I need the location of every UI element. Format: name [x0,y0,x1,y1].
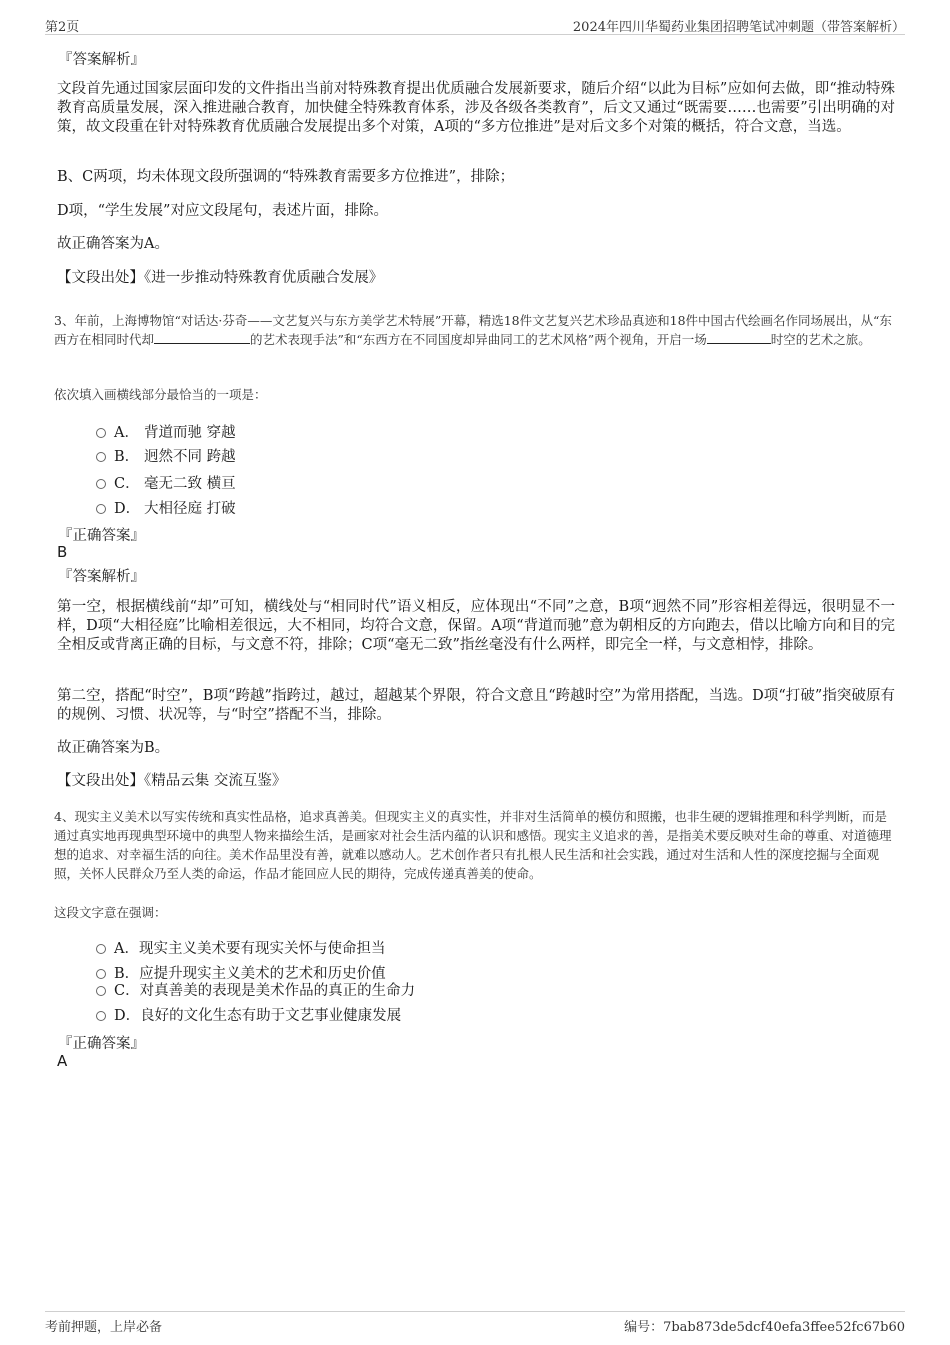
q4-option-c[interactable]: C．对真善美的表现是美术作品的真正的生命力 [96,979,415,1000]
q3-blank-1 [154,331,250,344]
q2-analysis-paragraph-1: 文段首先通过国家层面印发的文件指出当前对特殊教育提出优质融合发展新要求，随后介绍“以此为目标”应如何去做，即“推动特殊教育高质量发展，深入推进融合教育，加快健全特殊教育体系，涉及各级各类教育”，后文又通过“既需要……也需要”引出明确的对策，故文段重在针对特殊教育优质融合发展提出多个对策，A项的“多方位推进”是对后文多个对策的概括，符合文意，当选。 [57,81,895,135]
q3-source: 【文段出处】《精品云集 交流互鉴》 [57,773,287,789]
q3-analysis-label: 『答案解析』 [58,569,145,585]
q3-option-d[interactable]: D． 大相径庭 打破 [96,497,236,518]
q3-stem-part-1: 3、年前，上海博物馆“对话达·芬奇——文艺复兴与东方美学艺术特展”开幕，精选18件文艺复兴艺术珍品真迹和18件中国古代绘画名作同场展出，从“东西方在相同时代却 [54,313,892,347]
document-title: 2024年四川华蜀药业集团招聘笔试冲刺题（带答案解析） [572,20,905,35]
q4-instruction: 这段文字意在强调： [54,905,167,920]
q3-option-c[interactable]: C． 毫无二致 横亘 [96,472,236,493]
q4-option-b[interactable]: B．应提升现实主义美术的艺术和历史价值 [96,962,386,983]
q2-answer-statement: 故正确答案为A。 [57,236,169,252]
radio-icon[interactable] [96,452,106,462]
radio-icon[interactable] [96,428,106,438]
q2-analysis-label: 『答案解析』 [58,52,145,68]
q2-analysis-paragraph-3: D项，“学生发展”对应文段尾句，表述片面，排除。 [57,203,388,219]
q3-option-a[interactable]: A． 背道而驰 穿越 [96,421,236,442]
page-footer [45,1311,905,1336]
q3-correct-answer: B [57,543,68,561]
q3-answer-statement: 故正确答案为B。 [57,740,170,756]
q3-stem-part-2: 的艺术表现手法”和“东西方在不同国度却异曲同工的艺术风格”两个视角，开启一场 [250,332,707,347]
q4-correct-answer: A [57,1052,68,1070]
q3-correct-label: 『正确答案』 [58,528,145,544]
footer-serial-number: 编号：7bab873de5dcf40efa3ffee52fc67b60 [624,1320,905,1335]
q3-stem-part-3: 时空的艺术之旅。 [770,332,871,347]
q3-stem [54,311,894,349]
q3-instruction: 依次填入画横线部分最恰当的一项是： [54,387,267,402]
footer-slogan: 考前押题，上岸必备 [45,1320,163,1335]
radio-icon[interactable] [96,969,106,979]
q3-analysis-paragraph-1: 第一空，根据横线前“却”可知，横线处与“相同时代”语义相反，应体现出“不同”之意，B项“迥然不同”形容相差得远，很明显不一样，D项“大相径庭”比喻相差很远，大不相同，均符合文意，保留。A项“背道而驰”意为朝相反的方向跑去，借以比喻方向和目的完全相反或背离正确的目标，与文意不符，排除；C项“毫无二致”指丝毫没有什么两样，即完全一样，与文意相悖，排除。 [57,599,895,653]
radio-icon[interactable] [96,479,106,489]
q4-option-a[interactable]: A．现实主义美术要有现实关怀与使命担当 [96,937,385,958]
q3-option-b[interactable]: B． 迥然不同 跨越 [96,445,236,466]
q4-stem: 4、现实主义美术以写实传统和真实性品格，追求真善美。但现实主义的真实性，并非对生活简单的模仿和照搬，也非生硬的逻辑推理和科学判断，而是通过真实地再现典型环境中的典型人物来描绘生活，是画家对社会生活内蕴的认识和感悟。现实主义追求的善，是指美术要反映对生命的尊重、对道德理想的追求、对幸福生活的向往。美术作品里没有善，就难以感动人。艺术创作者只有扎根人民生活和社会实践，通过对生活和人性的深度挖掘与全面观照，关怀人民群众乃至人类的命运，作品才能回应人民的期待，完成传递真善美的使命。 [54,809,892,881]
q2-analysis-paragraph-2: B、C两项，均未体现文段所强调的“特殊教育需要多方位推进”，排除； [57,169,515,185]
q3-blank-2 [707,331,771,344]
q3-analysis-paragraph-2: 第二空，搭配“时空”，B项“跨越”指跨过，越过，超越某个界限，符合文意且“跨越时空”为常用搭配，当选。D项“打破”指突破原有的规例、习惯、状况等，与“时空”搭配不当，排除。 [57,688,895,723]
q4-correct-label: 『正确答案』 [58,1036,145,1052]
q2-source: 【文段出处】《进一步推动特殊教育优质融合发展》 [57,270,384,286]
radio-icon[interactable] [96,986,106,996]
radio-icon[interactable] [96,1011,106,1021]
q4-option-d[interactable]: D．良好的文化生态有助于文艺事业健康发展 [96,1004,401,1025]
page-number: 第2页 [45,20,80,35]
radio-icon[interactable] [96,944,106,954]
page-header [45,14,905,35]
radio-icon[interactable] [96,504,106,514]
